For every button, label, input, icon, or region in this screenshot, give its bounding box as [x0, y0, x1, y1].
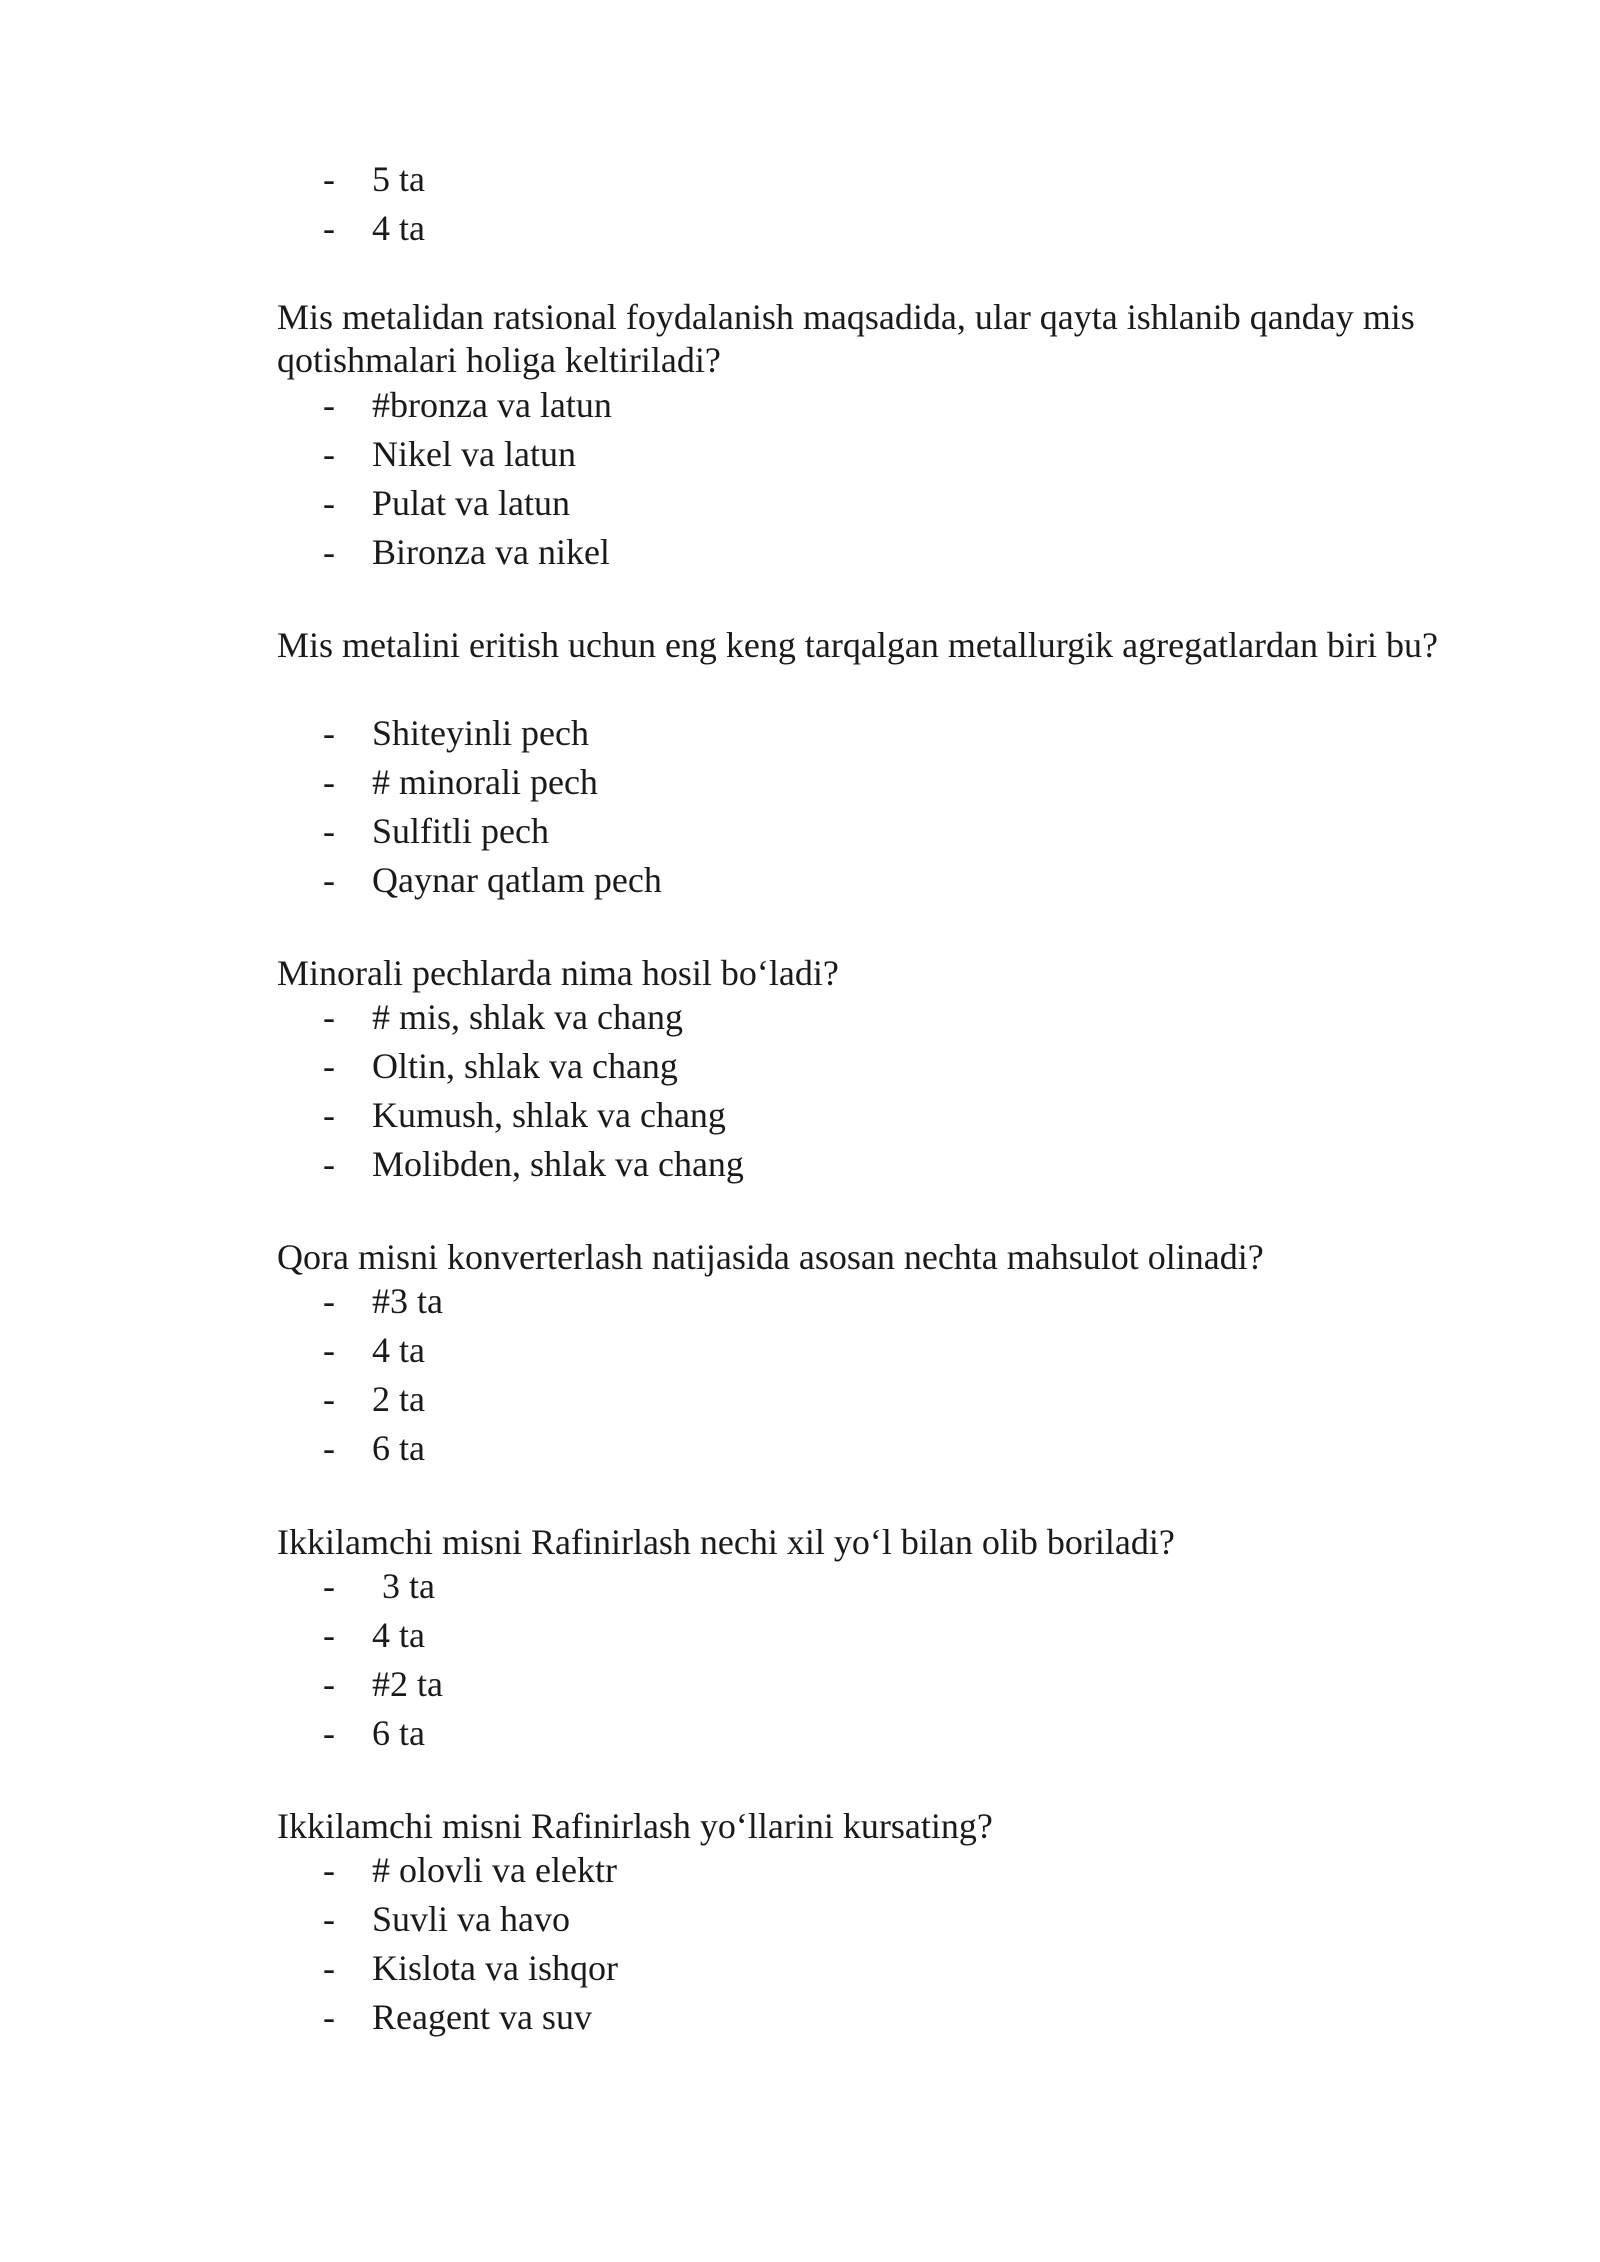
bullet-dash: -: [323, 1899, 335, 1939]
bullet-dash: -: [323, 1330, 335, 1370]
bullet-dash: -: [323, 860, 335, 900]
bullet-dash: -: [323, 1713, 335, 1753]
bullet-dash: -: [323, 1850, 335, 1890]
option-text: Shiteyinli pech: [372, 713, 589, 753]
bullet-dash: -: [323, 713, 335, 753]
option-text: Bironza va nikel: [372, 532, 610, 572]
option-text: #3 ta: [372, 1281, 443, 1321]
question-text: Minorali pechlarda nima hosil bo‘ladi?: [277, 953, 839, 993]
question-text: Qora misni konverterlash natijasida asosan nechta mahsulot olinadi?: [277, 1237, 1264, 1277]
bullet-dash: -: [323, 997, 335, 1037]
bullet-dash: -: [323, 1566, 335, 1606]
question-text: Mis metalidan ratsional foydalanish maqsadida, ular qayta ishlanib qanday mis qotishmalari holiga keltiriladi?: [277, 297, 1415, 380]
bullet-dash: -: [323, 159, 335, 199]
option-text: Pulat va latun: [372, 483, 570, 523]
option-text: # mis, shlak va chang: [372, 997, 683, 1037]
option-text: 6 ta: [372, 1713, 425, 1753]
bullet-dash: -: [323, 1664, 335, 1704]
bullet-dash: -: [323, 1379, 335, 1419]
option-text: Sulfitli pech: [372, 811, 549, 851]
bullet-dash: -: [323, 434, 335, 474]
question-text: Ikkilamchi misni Rafinirlash nechi xil yo‘l bilan olib boriladi?: [277, 1522, 1175, 1562]
bullet-dash: -: [323, 1046, 335, 1086]
bullet-dash: -: [323, 1144, 335, 1184]
option-text: 3 ta: [382, 1566, 435, 1606]
option-text: # minorali pech: [372, 762, 598, 802]
option-text: 4 ta: [372, 1330, 425, 1370]
bullet-dash: -: [323, 1095, 335, 1135]
bullet-dash: -: [323, 208, 335, 248]
option-text: #2 ta: [372, 1664, 443, 1704]
option-text: 4 ta: [372, 1615, 425, 1655]
bullet-dash: -: [323, 483, 335, 523]
bullet-dash: -: [323, 532, 335, 572]
bullet-dash: -: [323, 1281, 335, 1321]
bullet-dash: -: [323, 1997, 335, 2037]
option-text: 2 ta: [372, 1379, 425, 1419]
bullet-dash: -: [323, 1615, 335, 1655]
question-text: Ikkilamchi misni Rafinirlash yo‘llarini kursating?: [277, 1806, 993, 1846]
option-text: Molibden, shlak va chang: [372, 1144, 744, 1184]
option-text: Kislota va ishqor: [372, 1948, 618, 1988]
option-text: #bronza va latun: [372, 385, 612, 425]
option-text: 4 ta: [372, 208, 425, 248]
option-text: Reagent va suv: [372, 1997, 592, 2037]
bullet-dash: -: [323, 762, 335, 802]
option-text: # olovli va elektr: [372, 1850, 617, 1890]
option-text: Qaynar qatlam pech: [372, 860, 662, 900]
option-text: Kumush, shlak va chang: [372, 1095, 726, 1135]
option-text: Suvli va havo: [372, 1899, 570, 1939]
question-text: Mis metalini eritish uchun eng keng tarqalgan metallurgik agregatlardan biri bu?: [277, 625, 1438, 665]
option-text: Oltin, shlak va chang: [372, 1046, 678, 1086]
bullet-dash: -: [323, 1428, 335, 1468]
option-text: 5 ta: [372, 159, 425, 199]
bullet-dash: -: [323, 1948, 335, 1988]
option-text: 6 ta: [372, 1428, 425, 1468]
option-text: Nikel va latun: [372, 434, 576, 474]
bullet-dash: -: [323, 385, 335, 425]
bullet-dash: -: [323, 811, 335, 851]
